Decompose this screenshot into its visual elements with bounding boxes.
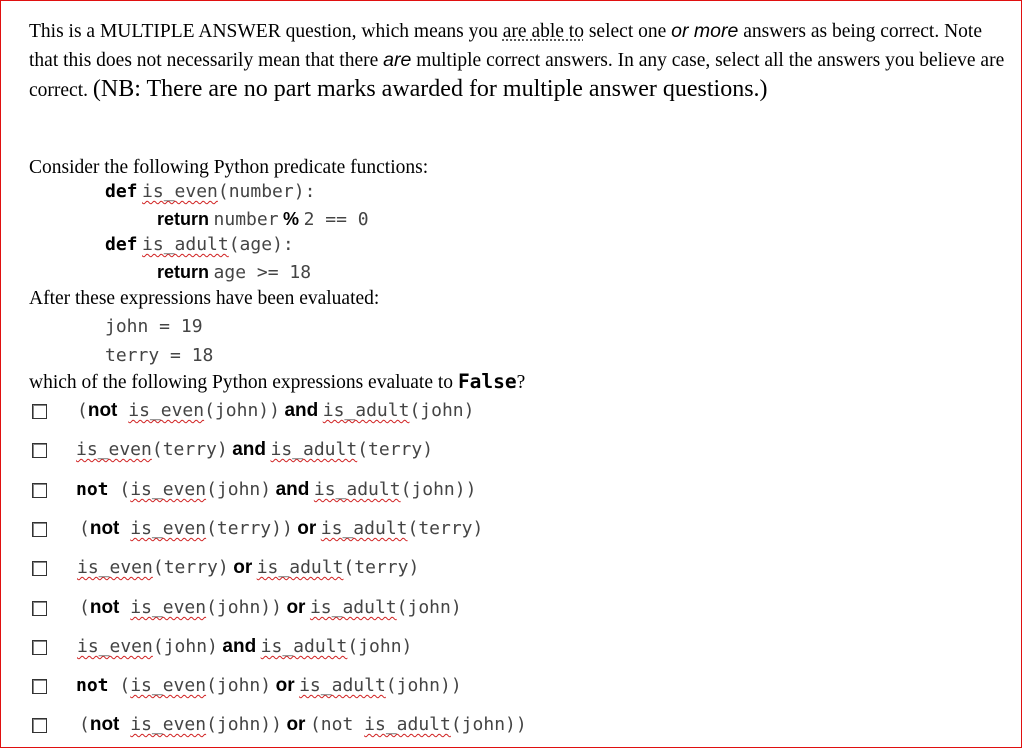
option-func-2: is_adult (299, 675, 386, 696)
option-label-3[interactable] (76, 479, 476, 501)
code-expr: 2 == 0 (303, 209, 369, 230)
option-paren: ( (79, 714, 90, 735)
option-func-2: is_adult (309, 597, 397, 618)
option-paren: ( (77, 400, 88, 421)
option-checkbox-1[interactable] (32, 404, 47, 419)
option-not-keyword: not (89, 518, 120, 539)
code-line-def-is-adult (105, 234, 294, 255)
option-args-1: (john) (152, 636, 218, 657)
option-space (117, 400, 128, 421)
option-operator: and (284, 400, 319, 421)
option-args-1: (john)) (204, 400, 280, 421)
option-func-2: is_adult (256, 557, 344, 578)
option-checkbox-6[interactable] (32, 601, 47, 616)
option-operator: or (286, 714, 306, 735)
option-args-1: (john)) (206, 714, 282, 735)
option-func-1: is_even (130, 714, 207, 735)
option-not-keyword: not (76, 675, 109, 696)
option-func-2: is_adult (320, 518, 408, 539)
code-args: (number): (217, 181, 316, 202)
after-text: After these expressions have been evaluated: (29, 288, 380, 309)
option-space: ( (108, 675, 131, 696)
option-func-1: is_even (130, 518, 207, 539)
option-not-keyword: not (87, 400, 118, 421)
false-keyword: False (457, 370, 517, 393)
option-operator: or (275, 675, 295, 696)
option-args-2: (john) (396, 597, 462, 618)
option-not-keyword: not (76, 479, 109, 500)
code-keyword: def (105, 181, 138, 202)
option-space (119, 714, 130, 735)
option-label-9[interactable] (79, 714, 527, 736)
intro-text: This is a MULTIPLE ANSWER question, which means you (29, 21, 503, 42)
option-paren: ( (79, 518, 90, 539)
option-label-8[interactable] (76, 675, 462, 697)
option-checkbox-7[interactable] (32, 640, 47, 655)
which-label: which of the following Python expressions evaluate to (29, 372, 458, 393)
option-not-keyword: not (89, 597, 120, 618)
option-args-1: (terry) (152, 557, 229, 578)
assign-terry: terry = 18 (105, 345, 214, 366)
option-func-2: is_adult (260, 636, 348, 657)
option-space: ( (108, 479, 131, 500)
code-keyword: return (157, 209, 210, 229)
code-line-return-1 (157, 209, 369, 230)
option-func-1: is_even (128, 400, 205, 421)
code-keyword: def (105, 234, 138, 255)
assign-john: john = 19 (105, 316, 203, 337)
option-operator: and (275, 479, 310, 500)
option-checkbox-2[interactable] (32, 443, 47, 458)
option-not-keyword: not (89, 714, 120, 735)
intro-emphasis-are: are (383, 49, 412, 71)
option-func-1: is_even (130, 479, 207, 500)
option-func-2: is_adult (364, 714, 451, 735)
option-checkbox-5[interactable] (32, 561, 47, 576)
option-operator: or (233, 557, 253, 578)
option-label-5[interactable] (77, 557, 419, 579)
option-func-1: is_even (76, 439, 152, 460)
option-args-2: (john)) (400, 479, 477, 500)
code-keyword: return (157, 262, 210, 282)
option-func-1: is_even (77, 557, 153, 578)
code-operator: % (283, 209, 300, 229)
option-operator: or (297, 518, 317, 539)
option-label-4[interactable] (79, 518, 483, 540)
option-args-1: (john)) (206, 597, 282, 618)
code-line-def-is-even (105, 181, 315, 202)
code-line-return-2 (157, 262, 311, 283)
intro-nb-note: (NB: There are no part marks awarded for multiple answer questions.) (92, 76, 768, 102)
option-paren: ( (79, 597, 90, 618)
option-checkbox-4[interactable] (32, 522, 47, 537)
option-prefix-2: (not (309, 714, 365, 735)
option-label-6[interactable] (79, 597, 462, 619)
option-args-2: (terry) (343, 557, 420, 578)
option-operator: or (286, 597, 306, 618)
option-space (119, 597, 130, 618)
intro-text: select one (583, 21, 672, 42)
option-func-1: is_even (130, 675, 207, 696)
code-expr: age >= 18 (213, 262, 312, 283)
code-expr: number (213, 209, 279, 230)
option-args-2: (terry) (357, 439, 434, 460)
intro-text-dotted: are able to (502, 21, 584, 42)
code-func-name: is_even (142, 181, 218, 202)
code-func-name: is_adult (142, 234, 229, 255)
option-label-1[interactable] (77, 400, 474, 422)
option-args-2: (john)) (450, 714, 527, 735)
option-operator: and (222, 636, 257, 657)
option-args-2: (john) (347, 636, 413, 657)
option-args-1: (terry) (151, 439, 228, 460)
option-args-2: (john) (409, 400, 475, 421)
option-args-1: (john) (206, 675, 272, 696)
option-space (119, 518, 130, 539)
option-args-2: (john)) (385, 675, 462, 696)
question-intro (29, 17, 1014, 105)
option-args-2: (terry) (407, 518, 484, 539)
option-checkbox-8[interactable] (32, 679, 47, 694)
option-func-2: is_adult (270, 439, 358, 460)
option-checkbox-3[interactable] (32, 483, 47, 498)
option-checkbox-9[interactable] (32, 718, 47, 733)
option-operator: and (232, 439, 266, 460)
option-func-2: is_adult (313, 479, 401, 500)
option-func-1: is_even (77, 636, 153, 657)
consider-text: Consider the following Python predicate functions: (29, 157, 429, 178)
intro-text: multiple correct answers. In any case, select all the answers you believe are correct. (29, 50, 1005, 101)
option-func-1: is_even (130, 597, 207, 618)
intro-emphasis-or-more: or more (671, 20, 739, 42)
option-func-2: is_adult (322, 400, 410, 421)
code-args: (age): (228, 234, 294, 255)
option-args-1: (terry)) (206, 518, 293, 539)
which-text (29, 370, 525, 394)
option-label-7[interactable] (77, 636, 412, 658)
intro-text: answers as being correct. Note that this does not necessarily mean that there (29, 21, 982, 71)
option-args-1: (john) (206, 479, 272, 500)
option-label-2[interactable] (76, 439, 433, 461)
which-qmark: ? (516, 372, 526, 393)
